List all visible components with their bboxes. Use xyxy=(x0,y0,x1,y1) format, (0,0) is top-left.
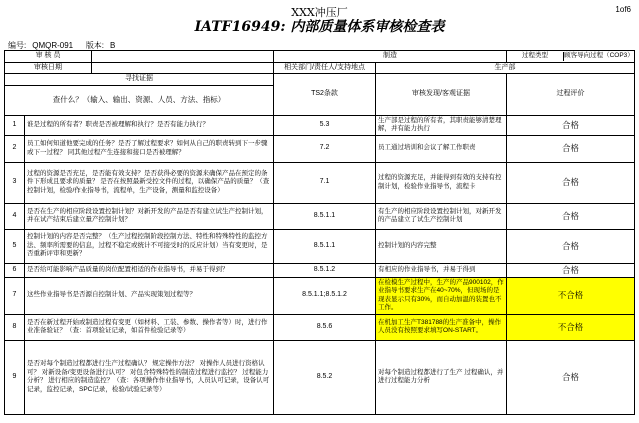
row-clause: 8.5.1.1 xyxy=(274,203,376,229)
row-clause: 8.5.1.2 xyxy=(274,263,376,277)
row-number: 5 xyxy=(5,229,25,263)
auditor-value[interactable] xyxy=(92,51,274,63)
row-clause: 8.5.1.1 xyxy=(274,229,376,263)
row-question: 是否对每个制造过程都进行生产过程确认？ 规定操作方法？ 对操作人员进行资格认可？ 对新设备/变更设备进行认可？ 对包含特殊特性的制造过程进行监控？ 过程能力分析？ 进行相应的制造监控？（查：各项操作作业指导书，人员认可记录，设备认可记录，监控记录，SPC记录，检验/试验记录等） xyxy=(25,340,274,414)
document-title: IATF16949: 内部质量体系审核检查表 xyxy=(194,19,445,35)
dept-value[interactable]: 生产部 xyxy=(376,62,635,74)
row-question: 谁是过程的所有者？职责是否被理解和执行？是否有能力执行？ xyxy=(25,115,274,135)
row-finding-nonconformance[interactable]: 在机加工生产T381788的生产准备中，操作人员没有按照要求填写ON-START。 xyxy=(376,314,507,340)
row-question: 是否给可能影响产品质量的岗位配置相适的作业指导书，并易于得到？ xyxy=(25,263,274,277)
row-number: 2 xyxy=(5,135,25,162)
row-evaluation[interactable]: 合格 xyxy=(507,263,635,277)
version-value: B xyxy=(110,41,116,50)
row-number: 9 xyxy=(5,340,25,414)
table-row xyxy=(5,203,635,229)
row-question: 是否在新过程开始或制造过程有变更（如材料、工装、参数、操作者等）时，进行作业准备验证？（查：首项验证记录，如首件检验记录等） xyxy=(25,314,274,340)
row-clause: 5.3 xyxy=(274,115,376,135)
table-row xyxy=(5,162,635,203)
process-value[interactable]: 制造 xyxy=(274,51,507,63)
auditor-label: 审 核 员 xyxy=(5,51,92,63)
table-row xyxy=(5,115,635,135)
row-question: 这些作业指导书是否源自控制计划、产品实现策划过程等？ xyxy=(25,277,274,314)
row-question: 是否在生产的相应阶段设置控制计划？对新开发的产品是否有建立试生产控制计划，并在试产结束后建立量产控制计划？ xyxy=(25,203,274,229)
row-evaluation-nonconformance[interactable]: 不合格 xyxy=(507,277,635,314)
table-row xyxy=(5,135,635,162)
row-clause: 8.5.6 xyxy=(274,314,376,340)
row-finding[interactable]: 过程的资源充足，并能得到有效的支持有控制计划，检验作业指导书，流程卡 xyxy=(376,162,507,203)
factory-name: XXX冲压厂 xyxy=(291,6,348,19)
audit-date-label: 审核日期 xyxy=(5,62,92,74)
row-clause: 7.2 xyxy=(274,135,376,162)
row-number: 6 xyxy=(5,263,25,277)
row-finding[interactable]: 对每个制造过程都进行了生产 过程确认，并进行过程能力分析 xyxy=(376,340,507,414)
row-clause: 7.1 xyxy=(274,162,376,203)
row-question: 员工如何知道他要完成的任务？是否了解过程要求？如何从自己的职责转到下一步骤或下一过程？ 同其他过程产生连接和接口是否被理解？ xyxy=(25,135,274,162)
row-finding[interactable]: 生产部是过程的所有者，其职责能够清楚理解，并有能力执行 xyxy=(376,115,507,135)
evaluation-header: 过程评价 xyxy=(507,74,635,116)
process-type-label: 过程类型 xyxy=(507,52,564,61)
code-label: 编号: xyxy=(8,41,27,50)
audit-checklist-table xyxy=(4,50,635,415)
row-evaluation[interactable]: 合格 xyxy=(507,115,635,135)
row-number: 3 xyxy=(5,162,25,203)
table-row xyxy=(5,229,635,263)
row-number: 7 xyxy=(5,277,25,314)
process-type-cell xyxy=(507,51,635,63)
version-label: 版本: xyxy=(85,41,105,50)
dept-label: 相关部门/责任人/支持地点 xyxy=(274,62,376,74)
row-clause: 8.5.1.1;8.5.1.2 xyxy=(274,277,376,314)
table-row xyxy=(5,263,635,277)
table-row xyxy=(5,314,635,340)
row-evaluation-nonconformance[interactable]: 不合格 xyxy=(507,314,635,340)
row-evaluation[interactable]: 合格 xyxy=(507,340,635,414)
row-number: 1 xyxy=(5,115,25,135)
table-row xyxy=(5,340,635,414)
code-value: QMQR-091 xyxy=(32,41,74,50)
audit-date-value[interactable] xyxy=(92,62,274,74)
row-evaluation[interactable]: 合格 xyxy=(507,203,635,229)
clause-header: TS2条款 xyxy=(274,74,376,116)
row-finding[interactable]: 有相应的作业指导书，并易于得到 xyxy=(376,263,507,277)
evidence-subheader: 查什么？（输入、输出、资源、人员、方法、指标） xyxy=(5,85,274,115)
process-type-value[interactable]: 顾客导向过程（COP3） xyxy=(564,52,634,59)
row-finding[interactable]: 有生产的相应阶段设置控制计划，对新开发的产品建立了试生产控制计划 xyxy=(376,203,507,229)
table-row xyxy=(5,277,635,314)
row-evaluation[interactable]: 合格 xyxy=(507,162,635,203)
row-finding[interactable]: 员工通过培训和会议了解工作职责 xyxy=(376,135,507,162)
row-number: 8 xyxy=(5,314,25,340)
row-question: 控制计划的内容是否完整？（生产过程控制阶段控制方法、特性和特殊特性的监控方法、频率所需要的信息，过程不稳定或统计不可接受时的反应计划）当有变更时，是否重新评审和更新？ xyxy=(25,229,274,263)
row-clause: 8.5.2 xyxy=(274,340,376,414)
row-evaluation[interactable]: 合格 xyxy=(507,135,635,162)
row-question: 过程的资源是否充足，是否能有效支持？是否获得必要的资源来确保产品在预定的条件下形成且要求的质量？ 是否在按照最新受控文件的过程，以确保产品的质量？（查控制计划，检验/作业指导书，流程单，生产设备，测量和监控设备） xyxy=(25,162,274,203)
row-finding-nonconformance[interactable]: 在检模生产过程中，生产的产品900102，作业指导书要求生产在40~70%，但现场的是现表显示只有30%，而自动加温的装置也不工作。 xyxy=(376,277,507,314)
row-finding[interactable]: 控制计划的内容完整 xyxy=(376,229,507,263)
evidence-title: 寻找证据 xyxy=(5,74,274,86)
page-indicator: 1of6 xyxy=(615,5,631,14)
findings-header: 审核发现/客观证据 xyxy=(376,74,507,116)
row-number: 4 xyxy=(5,203,25,229)
row-evaluation[interactable]: 合格 xyxy=(507,229,635,263)
